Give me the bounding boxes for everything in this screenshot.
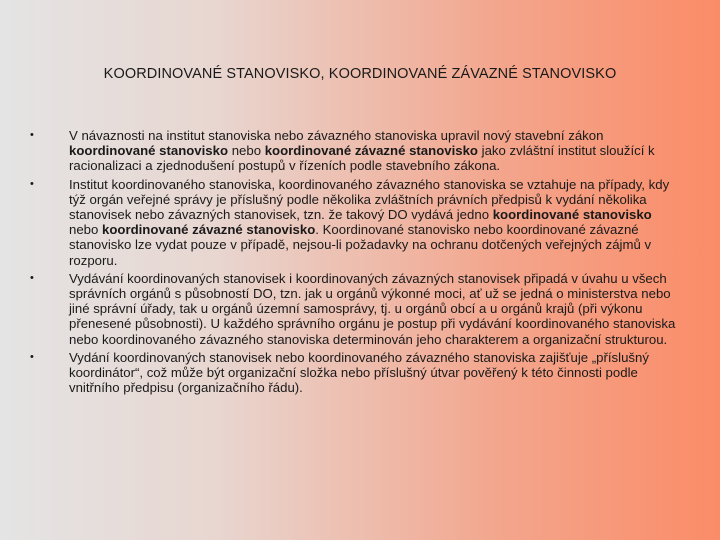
bullet-item [30,128,680,174]
bullet-list [30,128,680,398]
bullet-dot: • [30,129,34,141]
bullet-text: Vydávání koordinovaných stanovisek i koordinovaných závazných stanovisek připadá v úvahu u všech správních orgánů s působností DO, tzn. jak u orgánů výkonné moci, ať už se jedná o ministerstva nebo jiné správní úřady, tak u orgánů územní samosprávy, tj. u orgánů obcí a u orgánů krajů (při výkonu přenesené působnosti). U každého správního orgánu je postup při vydávání koordinovaného stanoviska nebo koordinovaného závazného stanoviska determinován jeho charakterem a organizační strukturou. [69,270,676,347]
bullet-text: Institut koordinovaného stanoviska, koordinovaného závazného stanoviska se vztahuje na případy, kdy týž orgán veřejné správy je příslušný podle několika zvláštních právních předpisů k vydání několika stanovisek nebo závazných stanovisek, tzn. že takový DO vydává jedno [69,176,670,223]
bullet-dot: • [30,177,34,190]
bullet-text: jako zvláštní institut sloužící k racionalizaci a zjednodušení postupů v řízeních podle stavebního zákona. [69,143,655,174]
bullet-item [30,271,680,347]
bullet-text: nebo [69,222,103,238]
bold-term: koordinované stanovisko [69,143,229,159]
slide-title: KOORDINOVANÉ STANOVISKO, KOORDINOVANÉ ZÁVAZNÉ STANOVISKO [103,66,617,82]
bullet-text: . Koordinované stanovisko nebo koordinované závazné stanovisko lze vydat pouze v případě, nejsou-li požadavky na ochranu dotčených veřejných zájmů v rozporu. [69,222,652,268]
bold-term: koordinované závazné stanovisko [264,143,478,159]
bullet-dot: • [30,350,34,363]
bold-term: koordinované závazné stanovisko [102,222,316,238]
bullet-text: V návaznosti na institut stanoviska nebo závazného stanoviska upravil nový stavební zákon [69,128,604,143]
bullet-item [30,177,680,268]
bullet-dot: • [30,271,34,284]
bullet-text: nebo [228,143,265,159]
bullet-text: Vydání koordinovaných stanovisek nebo koordinovaného závazného stanoviska zajišťuje „příslušný koordinátor“, což může být organizační složka nebo příslušný útvar pověřený k této činnosti podle vnitřního předpisu (organizačního řádu). [69,349,649,396]
bullet-item [30,350,680,396]
bold-term: koordinované stanovisko [492,207,652,223]
